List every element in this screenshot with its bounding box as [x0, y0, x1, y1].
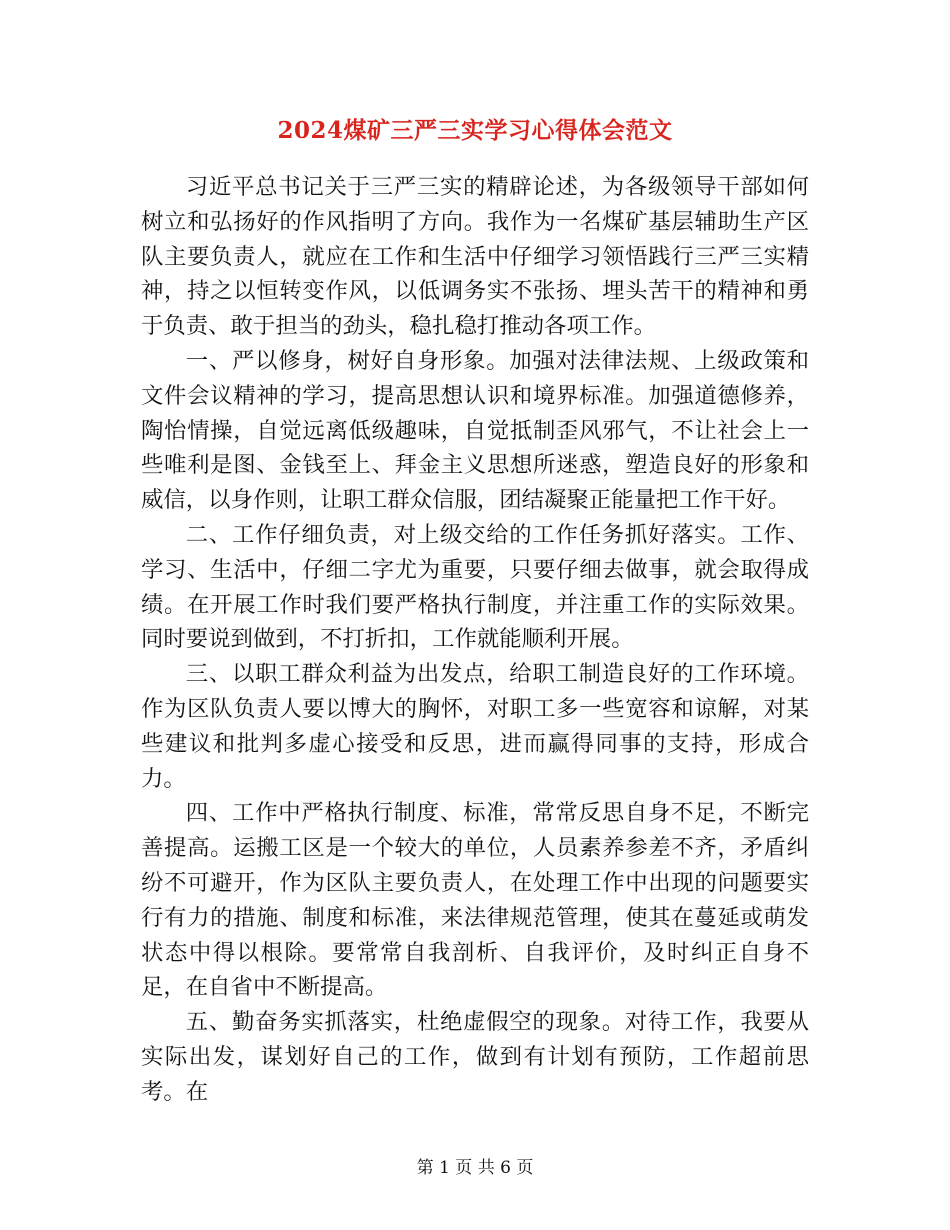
- paragraph-section-4: 四、工作中严格执行制度、标准，常常反思自身不足，不断完善提高。运搬工区是一个较大的单位，人员素养参差不齐，矛盾纠纷不可避开，作为区队主要负责人，在处理工作中出现的问题要实行有力的措施、制度和标准，来法律规范管理，使其在蔓延或萌发状态中得以根除。要常常自我剖析、自我评价，及时纠正自身不足，在自省中不断提高。: [141, 800, 809, 1001]
- paragraph-intro: 习近平总书记关于三严三实的精辟论述，为各级领导干部如何树立和弘扬好的作风指明了方向。我作为一名煤矿基层辅助生产区队主要负责人，就应在工作和生活中仔细学习领悟践行三严三实精神，持之以恒转变作风，以低调务实不张扬、埋头苦干的精神和勇于负责、敢于担当的劲头，稳扎稳打推动各项工作。: [141, 174, 809, 340]
- paragraph-section-2: 二、工作仔细负责，对上级交给的工作任务抓好落实。工作、学习、生活中，仔细二字尤为重要，只要仔细去做事，就会取得成绩。在开展工作时我们要严格执行制度，并注重工作的实际效果。同时要说到做到，不打折扣，工作就能顺利开展。: [141, 521, 809, 653]
- document-body: [141, 170, 809, 1110]
- page-number-footer: 第 1 页 共 6 页: [416, 1158, 534, 1178]
- paragraph-section-3: 三、以职工群众利益为出发点，给职工制造良好的工作环境。作为区队负责人要以博大的胸怀，对职工多一些宽容和谅解，对某些建议和批判多虚心接受和反思，进而赢得同事的支持，形成合力。: [141, 661, 809, 792]
- document-title: 2024煤矿三严三实学习心得体会范文: [277, 117, 673, 144]
- paragraph-section-5: 五、勤奋务实抓落实，杜绝虚假空的现象。对待工作，我要从实际出发，谋划好自己的工作，做到有计划有预防，工作超前思考。在: [141, 1009, 809, 1105]
- paragraph-section-1: 一、严以修身，树好自身形象。加强对法律法规、上级政策和文件会议精神的学习，提高思想认识和境界标准。加强道德修养，陶怡情操，自觉远离低级趣味，自觉抵制歪风邪气，不让社会上一些唯利是图、金钱至上、拜金主义思想所迷惑，塑造良好的形象和威信，以身作则，让职工群众信服，团结凝聚正能量把工作干好。: [141, 347, 809, 514]
